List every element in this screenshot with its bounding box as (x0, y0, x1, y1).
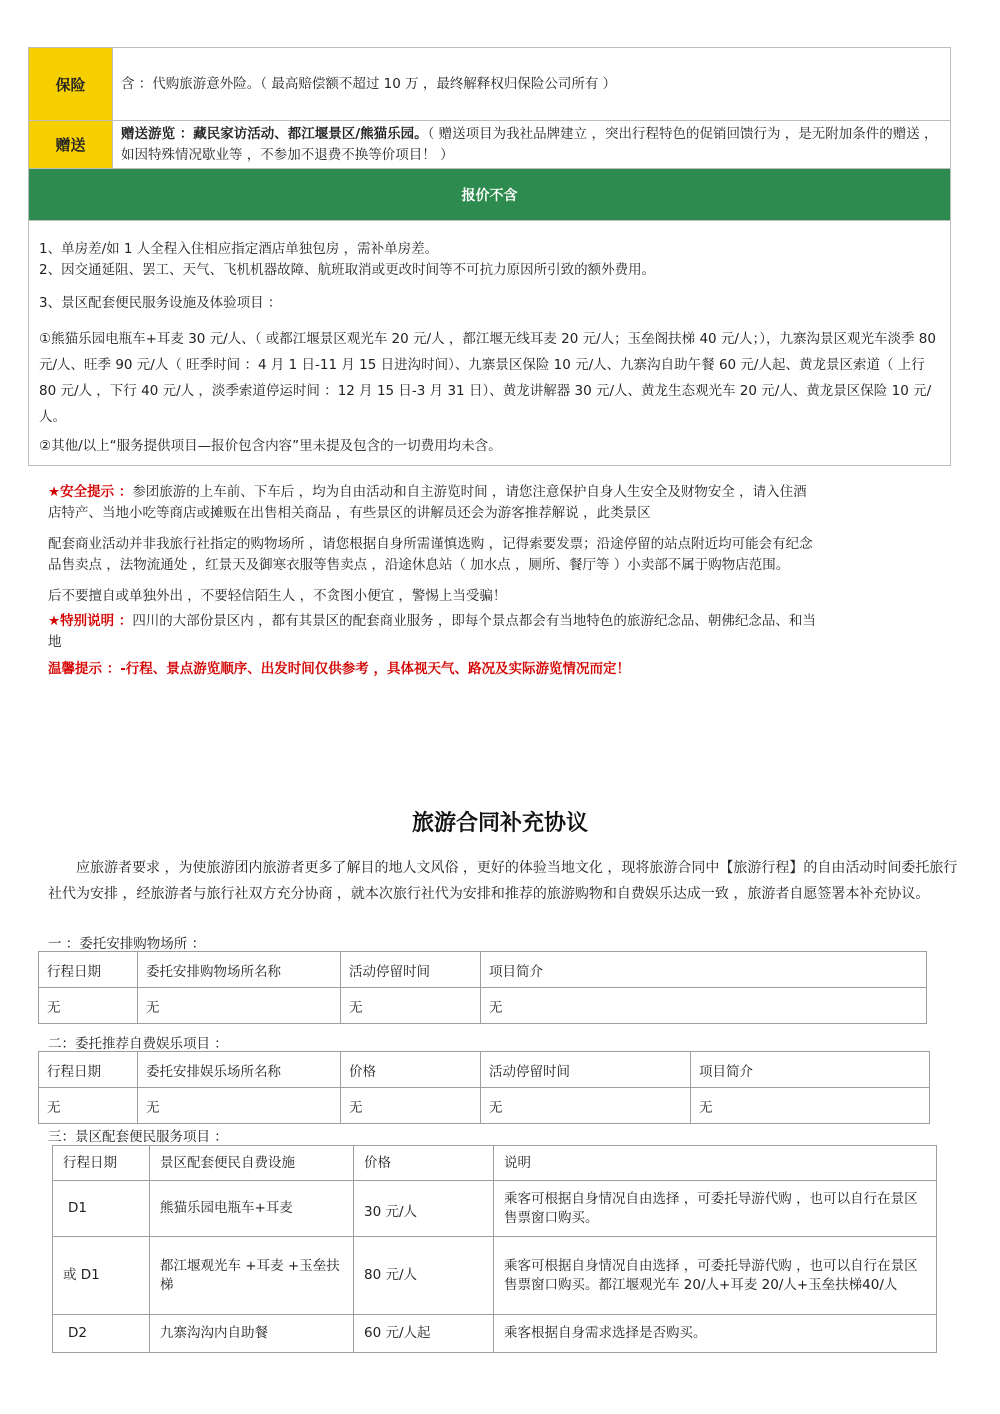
gift-row (29, 121, 950, 169)
table-header-row (39, 952, 927, 988)
table-cell: 无 (138, 988, 341, 1024)
table-cell: 或 D1 (53, 1237, 150, 1315)
insurance-row (29, 48, 950, 121)
gift-detail: （ 赠送项目为我社品牌建立 ，突出行程特色的促销回馈行为 ，是无附加条件的赠送 ，如因特殊情况歇业等 ，不参加不退费不换等价项目！ ） (121, 126, 938, 163)
table-header-cell: 价格 (341, 1052, 481, 1088)
table-cell: 无 (341, 988, 481, 1024)
table-cell: 九寨沟沟内自助餐 (150, 1315, 354, 1353)
excluded-item-5: ②其他/以上“服务提供项目—报价包含内容”里未提及包含的一切费用均未含。 (39, 438, 502, 454)
table-cell: 无 (138, 1088, 341, 1124)
table-cell: 乘客根据自身需求选择是否购买。 (494, 1315, 937, 1353)
facilities-table (52, 1145, 937, 1353)
warm-notice: 温馨提示 ：-行程、景点游览顺序、出发时间仅供参考 ，具体视天气、路况及实际游览情况而定！ (48, 661, 631, 677)
table-cell: 无 (481, 988, 927, 1024)
section-2-title: 二：委托推荐自费娱乐项目 ： (48, 1036, 228, 1052)
gift-bold: 赠送游览 ：藏民家访活动、都江堰景区/熊猫乐园。 (121, 126, 428, 142)
table-header-cell: 景区配套便民自费设施 (150, 1146, 354, 1181)
safety-text: 参团旅游的上车前、下车后 ，均为自由活动和自主游览时间 ，请您注意保护自身人生安全及财物安全 ，请入住酒店特产、当地小吃等商店或摊贩在出售相关商品 ，有些景区的讲解员还会为游客推荐解说 ，此类景区 (48, 484, 807, 521)
shopping-table (38, 951, 927, 1024)
special-notice (48, 611, 818, 653)
table-row (39, 1088, 930, 1124)
table-row (39, 988, 927, 1024)
entertainment-table (38, 1051, 930, 1124)
table-header-cell: 行程日期 (53, 1146, 150, 1181)
table-header-cell: 项目简介 (481, 952, 927, 988)
table-cell: 熊猫乐园电瓶车+耳麦 (150, 1181, 354, 1237)
table-cell: 都江堰观光车 +耳麦 +玉垒扶梯 (150, 1237, 354, 1315)
special-label: ★特别说明 ： (48, 613, 133, 629)
table-header-cell: 价格 (354, 1146, 494, 1181)
excluded-item-3: 3、景区配套便民服务设施及体验项目 ： (39, 295, 282, 311)
section-3-title: 三：景区配套便民服务项目 ： (48, 1129, 228, 1145)
table-header-cell: 活动停留时间 (481, 1052, 691, 1088)
excluded-item-4: ①熊猫乐园电瓶车+耳麦 30 元/人、（ 或都江堰景区观光车 20 元/人 ，都江堰无线耳麦 20 元/人；玉垒阁扶梯 40 元/人；），九寨沟景区观光车淡季 80 元/人、旺季 90 元/人（ 旺季时间 ：4 月 1 日-11 月 15 日进沟时间）、九寨景区保险 10 元/人、九寨沟自助午餐 60 元/人起、黄龙景区索道（ 上行 80 元/人 ，下行 40 元/人 ，淡季索道停运时间 ：12 月 15 日-3 月 31 日）、黄龙讲解器 30 元/人、黄龙生态观光车 20 元/人、黄龙景区保险 10 元/人。 (39, 331, 936, 425)
table-cell: 无 (481, 1088, 691, 1124)
gift-text (113, 121, 950, 168)
insurance-text: 含 ：代购旅游意外险。（ 最高赔偿额不超过 10 万 ，最终解释权归保险公司所有 ） (121, 75, 617, 92)
gift-label: 赠送 (29, 121, 113, 168)
table-header-cell: 行程日期 (39, 952, 138, 988)
agreement-title: 旅游合同补充协议 (411, 811, 588, 836)
table-cell: 无 (39, 1088, 138, 1124)
table-cell: D1 (53, 1181, 150, 1237)
notices (48, 482, 818, 690)
table-cell: 无 (39, 988, 138, 1024)
excluded-list (29, 221, 950, 465)
agreement-intro: 应旅游者要求 ，为使旅游团内旅游者更多了解目的地人文风俗 ，更好的体验当地文化 ，现将旅游合同中【旅游行程】的自由活动时间委托旅行社代为安排 ，经旅游者与旅行社双方充分协商 ，就本次旅行社代为安排和推荐的旅游购物和自费娱乐达成一致 ，旅游者自愿签署本补充协议。 (48, 860, 958, 902)
table-row (53, 1181, 937, 1237)
table-cell: 30 元/人 (354, 1181, 494, 1237)
table-header-row (53, 1146, 937, 1181)
table-cell: 乘客可根据自身情况自由选择 ，可委托导游代购 ，也可以自行在景区售票窗口购买。 (494, 1181, 937, 1237)
table-header-cell: 说明 (494, 1146, 937, 1181)
table-row (53, 1237, 937, 1315)
special-text: 四川的大部份景区内 ，都有其景区的配套商业服务 ，即每个景点都会有当地特色的旅游纪念品、朝佛纪念品、和当地 (48, 613, 816, 650)
table-cell: 60 元/人起 (354, 1315, 494, 1353)
table-header-cell: 委托安排购物场所名称 (138, 952, 341, 988)
table-cell: 无 (691, 1088, 930, 1124)
caution-notice: 后不要擅自或单独外出 ，不要轻信陌生人 ，不贪图小便宜 ，警惕上当受骗！ (48, 588, 507, 604)
section-1-title: 一 ：委托安排购物场所 ： (48, 936, 206, 952)
excluded-item-2: 2、因交通延阻、罢工、天气、飞机机器故障、航班取消或更改时间等不可抗力原因所引致的额外费用。 (39, 262, 656, 278)
safety-notice (48, 482, 818, 524)
table-header-row (39, 1052, 930, 1088)
table-cell: 乘客可根据自身情况自由选择 ，可委托导游代购 ，也可以自行在景区售票窗口购买。都江堰观光车 20/人+耳麦 20/人+玉垒扶梯40/人 (494, 1237, 937, 1315)
table-header-cell: 委托安排娱乐场所名称 (138, 1052, 341, 1088)
safety-label: ★安全提示 ： (48, 484, 133, 500)
table-cell: D2 (53, 1315, 150, 1353)
excluded-title: 报价不含 (29, 169, 950, 221)
table-header-cell: 行程日期 (39, 1052, 138, 1088)
table-header-cell: 项目简介 (691, 1052, 930, 1088)
table-cell: 80 元/人 (354, 1237, 494, 1315)
table-row (53, 1315, 937, 1353)
table-cell: 无 (341, 1088, 481, 1124)
insurance-label: 保险 (29, 48, 113, 120)
service-table (28, 47, 951, 466)
table-header-cell: 活动停留时间 (341, 952, 481, 988)
excluded-item-1: 1、单房差/如 1 人全程入住相应指定酒店单独包房 ，需补单房差。 (39, 241, 439, 257)
shopping-notice: 配套商业活动并非我旅行社指定的购物场所 ，请您根据自身所需谨慎选购 ，记得索要发票；沿途停留的站点附近均可能会有纪念品售卖点 ，法物流通处 ，红景天及御寒衣服等售卖点 ，沿途休息站（ 加水点 ，厕所、餐厅等 ）小卖部不属于购物店范围。 (48, 536, 813, 573)
